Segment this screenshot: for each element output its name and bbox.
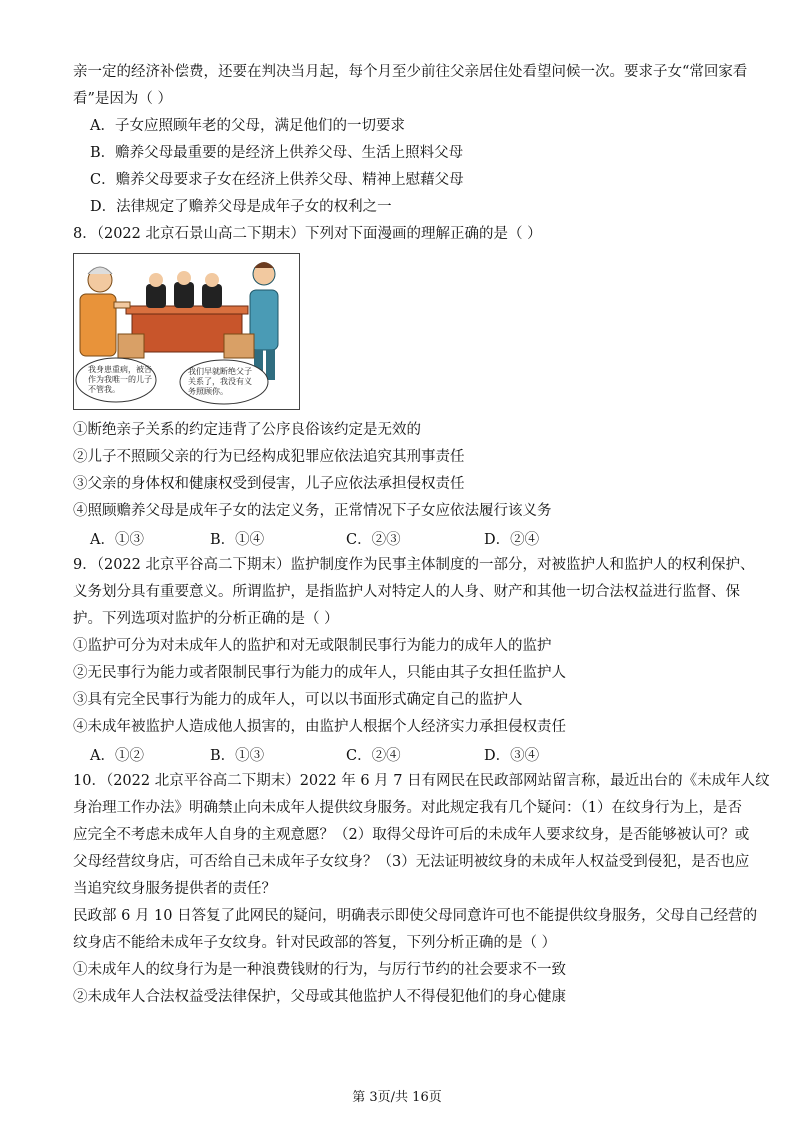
q10-stem-line-5: 当追究纹身服务提供者的责任？ xyxy=(73,881,276,897)
q9-choice-d: D．③④ xyxy=(484,748,540,764)
q9-stem-line-3: 护。下列选项对监护的分析正确的是（ ） xyxy=(73,611,339,627)
q9-choice-c: C．②④ xyxy=(346,748,401,764)
q8-statement-3: ③父亲的身体权和健康权受到侵害，儿子应依法承担侵权责任 xyxy=(73,476,465,492)
comic-bubble-left-line-1: 我身患重病，被告 xyxy=(88,365,152,374)
q8-choices xyxy=(90,528,730,548)
q9-stem-line-2: 义务划分具有重要意义。所谓监护，是指监护人对特定人的人身、财产和其他一切合法权益进行监督、保 xyxy=(73,584,740,600)
q9-choice-b: B．①③ xyxy=(210,748,265,764)
q7-option-b: B．赡养父母最重要的是经济上供养父母、生活上照料父母 xyxy=(90,145,464,161)
comic-illustration xyxy=(73,253,300,410)
q10-stem-line-7: 纹身店不能给未成年子女纹身。针对民政部的答复，下列分析正确的是（ ） xyxy=(73,935,557,951)
q8-choice-d: D．②④ xyxy=(484,532,540,548)
q9-statement-3: ③具有完全民事行为能力的成年人，可以以书面形式确定自己的监护人 xyxy=(73,692,523,708)
q10-statement-1: ①未成年人的纹身行为是一种浪费钱财的行为，与厉行节约的社会要求不一致 xyxy=(73,962,566,978)
q10-stem-line-3: 应完全不考虑未成年人自身的主观意愿？（2）取得父母许可后的未成年人要求纹身，是否能够被认可？或 xyxy=(73,827,750,843)
q7-option-a: A．子女应照顾年老的父母，满足他们的一切要求 xyxy=(90,118,405,134)
comic-bubble-right-line-2: 关系了，我没有义 xyxy=(188,377,252,386)
q10-stem-line-6: 民政部 6 月 10 日答复了此网民的疑问，明确表示即使父母同意许可也不能提供纹身服务，父母自己经营的 xyxy=(73,908,758,924)
q8-choice-c: C．②③ xyxy=(346,532,401,548)
q7-option-d: D．法律规定了赡养父母是成年子女的权利之一 xyxy=(90,199,392,215)
q8-statement-4: ④照顾赡养父母是成年子女的法定义务，正常情况下子女应依法履行该义务 xyxy=(73,503,552,519)
comic-drawing xyxy=(74,254,299,409)
q9-choice-a: A．①② xyxy=(90,748,144,764)
q10-statement-2: ②未成年人合法权益受法律保护，父母或其他监护人不得侵犯他们的身心健康 xyxy=(73,989,566,1005)
q10-stem-line-1: 10．（2022 北京平谷高二下期末）2022 年 6 月 7 日有网民在民政部网站留言称，最近出台的《未成年人纹 xyxy=(73,773,770,789)
q9-stem-line-1: 9．（2022 北京平谷高二下期末）监护制度作为民事主体制度的一部分，对被监护人和监护人的权利保护、 xyxy=(73,557,755,573)
q8-statement-1: ①断绝亲子关系的约定违背了公序良俗该约定是无效的 xyxy=(73,422,421,438)
comic-bubble-left-line-3: 不管我。 xyxy=(88,385,120,394)
comic-bubble-right-line-1: 我们早就断绝父子 xyxy=(188,367,252,376)
q7-option-c: C．赡养父母要求子女在经济上供养父母、精神上慰藉父母 xyxy=(90,172,464,188)
q7-stem-line-2: 看”是因为（ ） xyxy=(73,91,173,107)
q9-choices xyxy=(90,744,730,764)
comic-bubble-right-line-3: 务照顾你。 xyxy=(188,387,228,396)
q10-stem-line-2: 身治理工作办法》明确禁止向未成年人提供纹身服务。对此规定我有几个疑问：（1）在纹身行为上，是否 xyxy=(73,800,742,816)
q8-choice-b: B．①④ xyxy=(210,532,265,548)
q8-stem: 8．（2022 北京石景山高二下期末）下列对下面漫画的理解正确的是（ ） xyxy=(73,226,542,242)
comic-bubble-left-line-2: 作为我唯一的儿子 xyxy=(88,375,152,384)
q9-statement-4: ④未成年被监护人造成他人损害的，由监护人根据个人经济实力承担侵权责任 xyxy=(73,719,566,735)
q10-stem-line-4: 父母经营纹身店，可否给自己未成年子女纹身？（3）无法证明被纹身的未成年人权益受到侵犯，是否也应 xyxy=(73,854,750,870)
q8-statement-2: ②儿子不照顾父亲的行为已经构成犯罪应依法追究其刑事责任 xyxy=(73,449,465,465)
page-footer: 第 3页/共 16页 xyxy=(352,1090,442,1105)
q9-statement-2: ②无民事行为能力或者限制民事行为能力的成年人，只能由其子女担任监护人 xyxy=(73,665,566,681)
q8-choice-a: A．①③ xyxy=(90,532,144,548)
q7-stem-line-1: 亲一定的经济补偿费，还要在判决当月起，每个月至少前往父亲居住处看望问候一次。要求子女“常回家看 xyxy=(73,64,748,80)
q9-statement-1: ①监护可分为对未成年人的监护和对无或限制民事行为能力的成年人的监护 xyxy=(73,638,552,654)
